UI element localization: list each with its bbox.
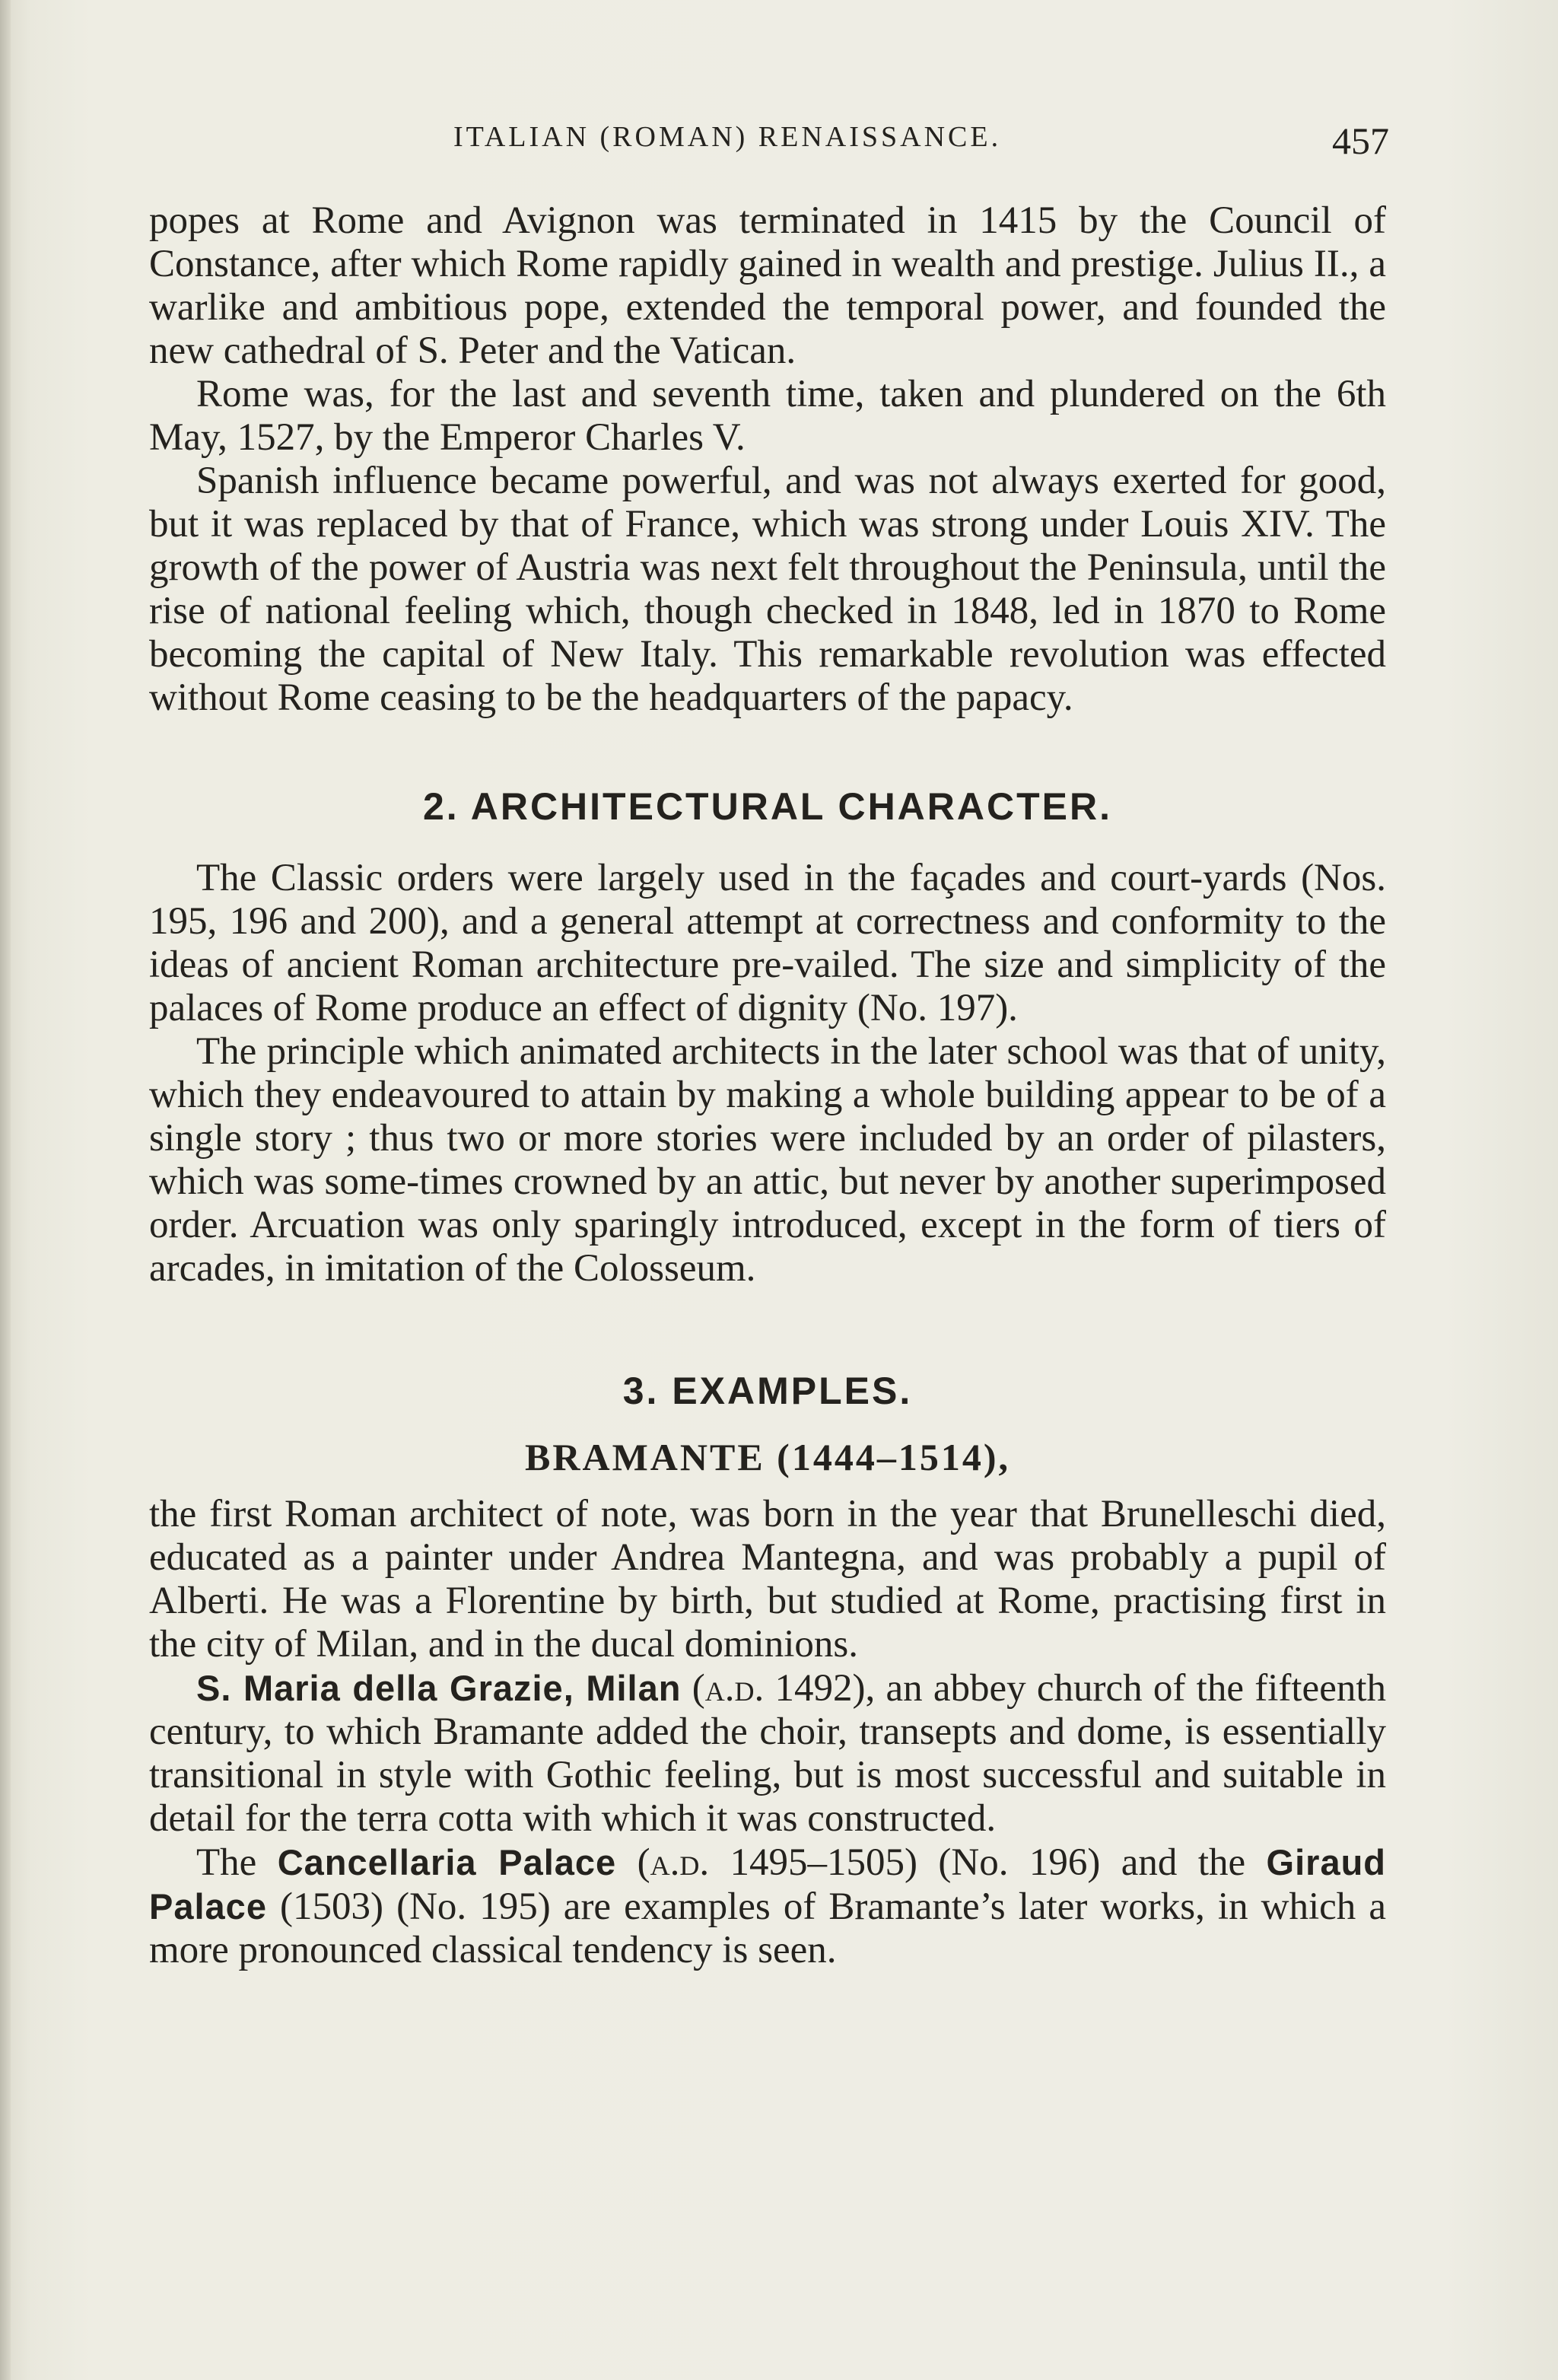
building-name-cancellaria-palace: Cancellaria Palace: [277, 1842, 617, 1882]
subheading-bramante: BRAMANTE (1444–1514),: [525, 1436, 1010, 1478]
running-title: ITALIAN (ROMAN) RENAISSANCE.: [453, 121, 1002, 153]
paragraph-rome-plundered: Rome was, for the last and seventh time, taken and plundered on the 6th May, 1527, by the Emperor Charles V.: [149, 373, 1386, 459]
paragraph-spanish-influence: Spanish influence became powerful, and was not always exerted for good, but it was replaced by that of France, which was strong under Louis XIV. The growth of the power of Austria was next felt throughout the Peninsula, until the rise of national feeling which, though checked in 1848, led in 1870 to Rome becoming the capital of New Italy. This remarkable revolution was effected without Rome ceasing to be the headquarters of the papacy.: [149, 460, 1386, 719]
body-text: [149, 199, 1386, 1972]
paragraph-popes: popes at Rome and Avignon was terminated in 1415 by the Council of Constance, after which Rome rapidly gained in wealth and prestige. Julius II., a warlike and ambitious pope, extended the temporal power, and founded the new cathedral of S. Peter and the Vatican.: [149, 199, 1386, 372]
paragraph-cancellaria-mid: 1495–1505) (No. 196) and the: [709, 1841, 1267, 1884]
paragraph-maria-della-grazie-text: 1492), an abbey church of the fifteenth century, to which Bramante added the choir, transepts and dome, is essentially transitional in style with Gothic feeling, but is most successful and suitable in detail for the terra cotta with which it was constructed.: [149, 1667, 1386, 1840]
paragraph-bramante-bio: the first Roman architect of note, was born in the year that Brunelleschi died, educated as a painter under Andrea Mantegna, and was probably a pupil of Alberti. He was a Florentine by birth, but studied at Rome, practising first in the city of Milan, and in the ducal dominions.: [149, 1493, 1386, 1666]
paragraph-principle-unity: The principle which animated architects in the later school was that of unity, which they endeavoured to attain by making a whole building appear to be of a single story ; thus two or more stories were included by an order of pilasters, which was some-times crowned by an attic, but never by another superimposed order. Arcuation was only sparingly introduced, except in the form of tiers of arcades, in imitation of the Colosseum.: [149, 1030, 1386, 1290]
paragraph-maria-della-grazie: S. Maria della Grazie, Milan (a.d. 1492), an abbey church of the fifteenth century, to which Bramante added the choir, transepts and dome, is essentially transitional in style with Gothic feeling, but is most successful and suitable in detail for the terra cotta with which it was constructed.: [149, 1667, 1386, 1840]
page-spine-shadow: [0, 0, 11, 2380]
paragraph-cancellaria-start: The: [196, 1841, 278, 1884]
section-heading-architectural-character: 2. ARCHITECTURAL CHARACTER.: [423, 785, 1112, 828]
paragraph-cancellaria-end: (1503) (No. 195) are examples of Bramante’s later works, in which a more pronounced classical tendency is seen.: [149, 1885, 1386, 1971]
date-abbreviation: a.d.: [650, 1841, 710, 1884]
building-name-maria-della-grazie: S. Maria della Grazie, Milan: [196, 1668, 682, 1708]
building-name-giraud-palace: Giraud Palace: [149, 1842, 1386, 1927]
section-heading-examples: 3. EXAMPLES.: [622, 1370, 913, 1412]
paragraph-cancellaria-giraud: The Cancellaria Palace (a.d. 1495–1505) (No. 196) and the Giraud Palace (1503) (No. 195) are examples of Bramante’s later works, in which a more pronounced classical tendency is seen.: [149, 1841, 1386, 1971]
page-number: 457: [1332, 119, 1389, 162]
paragraph-classic-orders: The Classic orders were largely used in the façades and court-yards (Nos. 195, 196 and 200), and a general attempt at correctness and conformity to the ideas of ancient Roman architecture pre-vailed. The size and simplicity of the palaces of Rome produce an effect of dignity (No. 197).: [149, 857, 1386, 1029]
date-abbreviation: a.d.: [704, 1667, 765, 1710]
running-header: [149, 113, 1389, 173]
